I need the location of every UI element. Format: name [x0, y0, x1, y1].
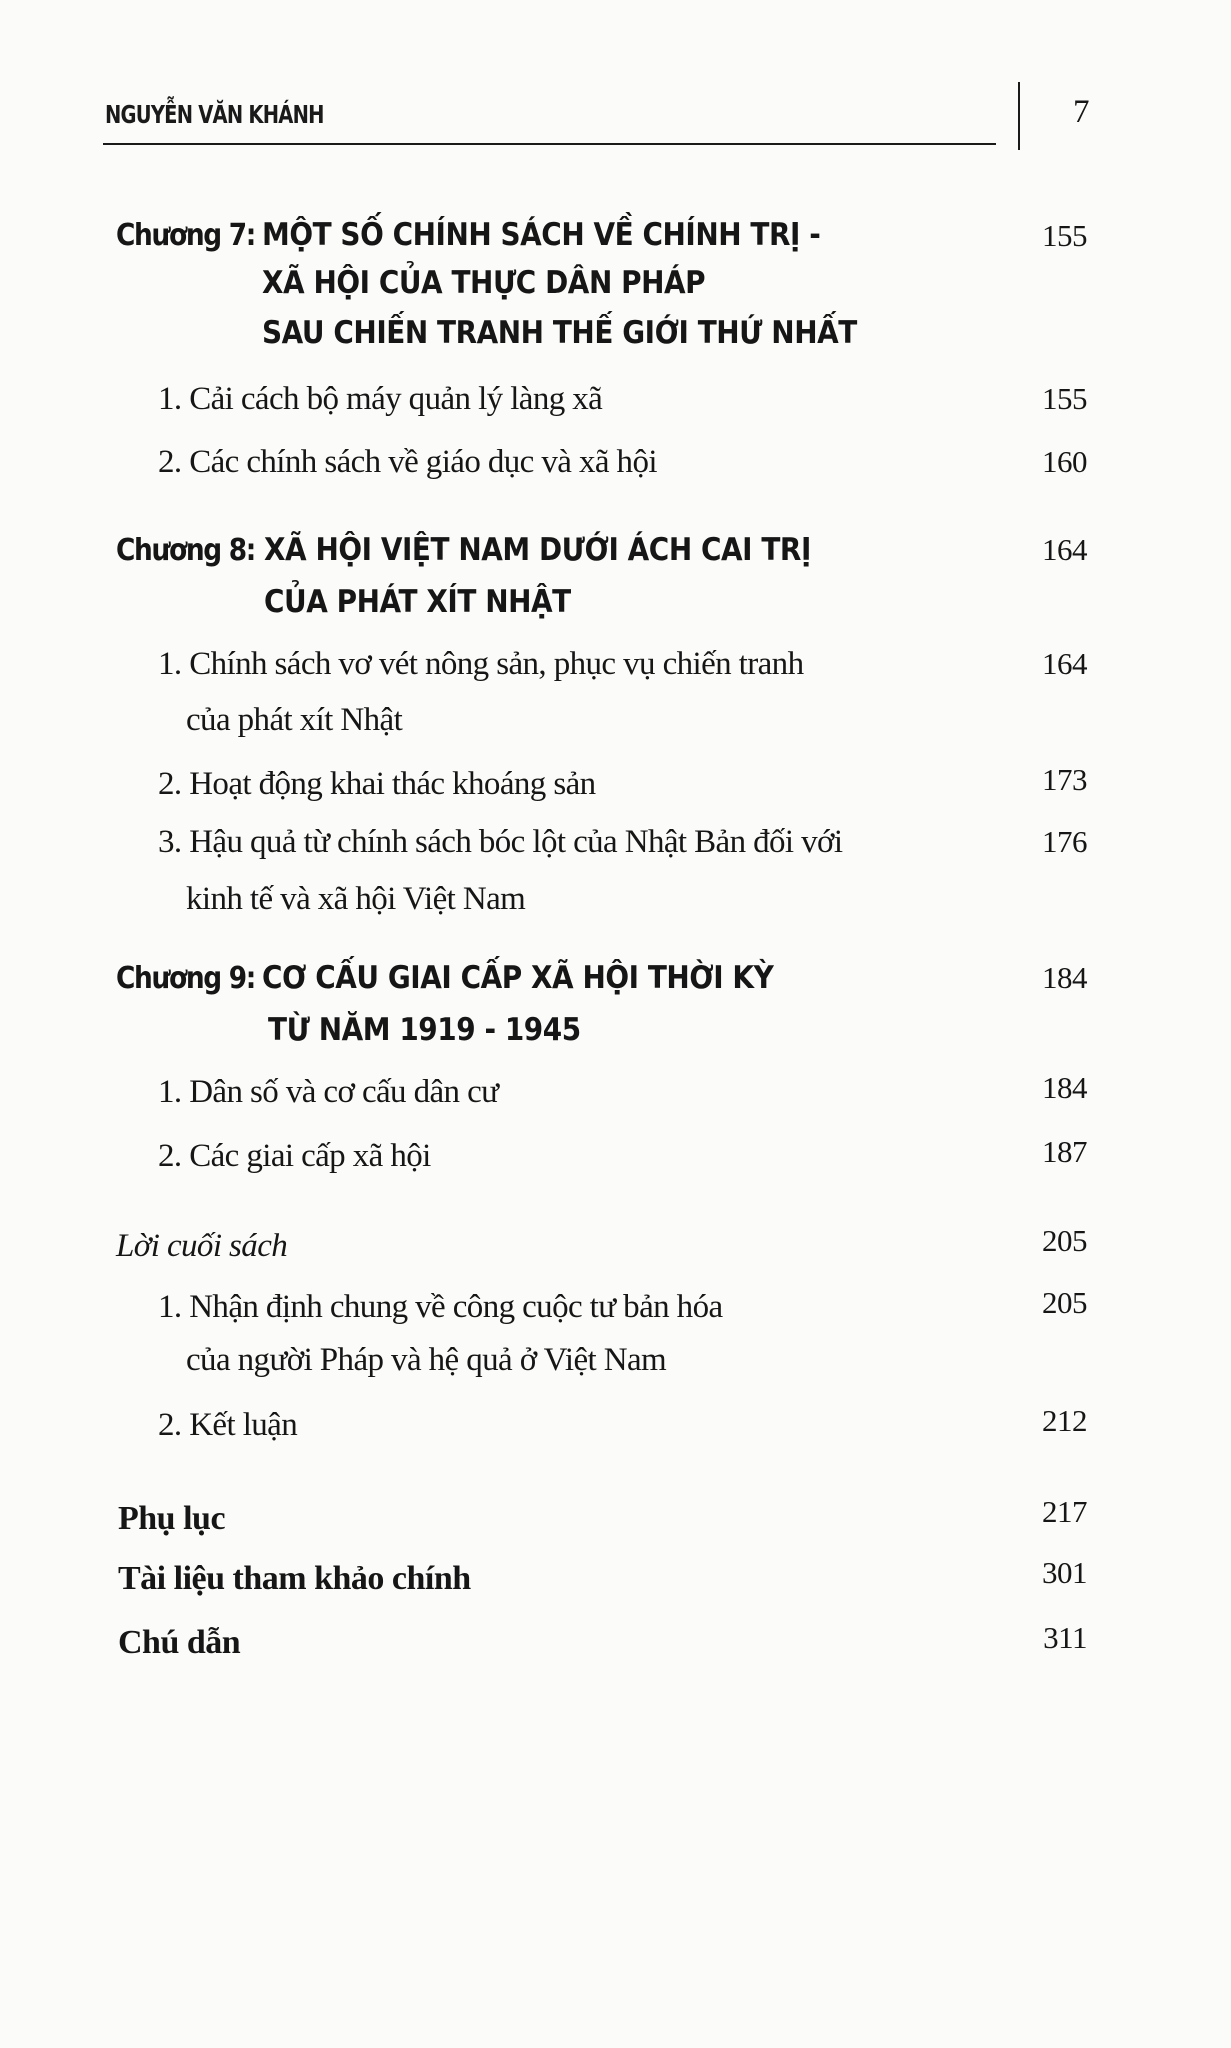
chapter-8-item-2-page: 173	[1042, 762, 1087, 797]
chapter-7-item-1: 1. Cải cách bộ máy quản lý làng xã	[158, 381, 603, 417]
references-page: 301	[1042, 1555, 1087, 1590]
running-header-author: NGUYỄN VĂN KHÁNH	[105, 100, 324, 129]
chapter-8-item-3-line-2: kinh tế và xã hội Việt Nam	[186, 881, 526, 917]
chapter-8-title-line-2: CỦA PHÁT XÍT NHẬT	[264, 584, 571, 620]
chapter-7-label: Chương 7:	[116, 218, 256, 253]
chapter-9-title-line-2: TỪ NĂM 1919 - 1945	[268, 1012, 581, 1048]
chapter-7-item-2: 2. Các chính sách về giáo dục và xã hội	[158, 444, 657, 480]
chapter-8-item-3-line-1: 3. Hậu quả từ chính sách bóc lột của Nhật Bản đối với	[158, 824, 843, 860]
appendix-page: 217	[1042, 1494, 1087, 1529]
chapter-9-label: Chương 9:	[116, 961, 256, 996]
epilogue-label: Lời cuối sách	[116, 1228, 288, 1264]
notes-label: Chú dẫn	[118, 1624, 241, 1661]
appendix-label: Phụ lục	[118, 1500, 226, 1537]
chapter-7-item-2-page: 160	[1042, 444, 1087, 479]
chapter-7-title-line-1: MỘT SỐ CHÍNH SÁCH VỀ CHÍNH TRỊ -	[262, 217, 821, 253]
notes-page: 311	[1043, 1620, 1087, 1655]
header-vertical-rule	[1018, 82, 1020, 150]
epilogue-item-1-line-1: 1. Nhận định chung về công cuộc tư bản hóa	[158, 1289, 723, 1325]
chapter-8-label: Chương 8:	[116, 533, 256, 568]
page-number: 7	[1073, 94, 1090, 130]
epilogue-item-1-line-2: của người Pháp và hệ quả ở Việt Nam	[186, 1342, 667, 1378]
epilogue-item-1-page: 205	[1042, 1285, 1087, 1320]
chapter-8-title-line-1: XÃ HỘI VIỆT NAM DƯỚI ÁCH CAI TRỊ	[264, 532, 811, 568]
chapter-8-item-1-page: 164	[1042, 646, 1087, 681]
chapter-9-item-2-page: 187	[1042, 1134, 1087, 1169]
chapter-7-page: 155	[1042, 218, 1087, 253]
chapter-7-title-line-2: XÃ HỘI CỦA THỰC DÂN PHÁP	[262, 265, 706, 301]
chapter-8-item-1-line-1: 1. Chính sách vơ vét nông sản, phục vụ chiến tranh	[158, 646, 804, 682]
chapter-9-item-1: 1. Dân số và cơ cấu dân cư	[158, 1074, 499, 1110]
chapter-7-title-line-3: SAU CHIẾN TRANH THẾ GIỚI THỨ NHẤT	[262, 315, 857, 351]
chapter-9-item-1-page: 184	[1042, 1070, 1087, 1105]
epilogue-item-2: 2. Kết luận	[158, 1407, 298, 1443]
chapter-9-title-line-1: CƠ CẤU GIAI CẤP XÃ HỘI THỜI KỲ	[262, 960, 774, 996]
chapter-8-item-2: 2. Hoạt động khai thác khoáng sản	[158, 766, 596, 802]
epilogue-page: 205	[1042, 1223, 1087, 1258]
chapter-9-item-2: 2. Các giai cấp xã hội	[158, 1138, 431, 1174]
chapter-7-item-1-page: 155	[1042, 381, 1087, 416]
chapter-8-item-1-line-2: của phát xít Nhật	[186, 702, 403, 738]
header-rule	[103, 143, 996, 145]
chapter-8-page: 164	[1042, 532, 1087, 567]
chapter-8-item-3-page: 176	[1042, 824, 1087, 859]
epilogue-item-2-page: 212	[1042, 1403, 1087, 1438]
references-label: Tài liệu tham khảo chính	[118, 1560, 471, 1597]
chapter-9-page: 184	[1042, 960, 1087, 995]
